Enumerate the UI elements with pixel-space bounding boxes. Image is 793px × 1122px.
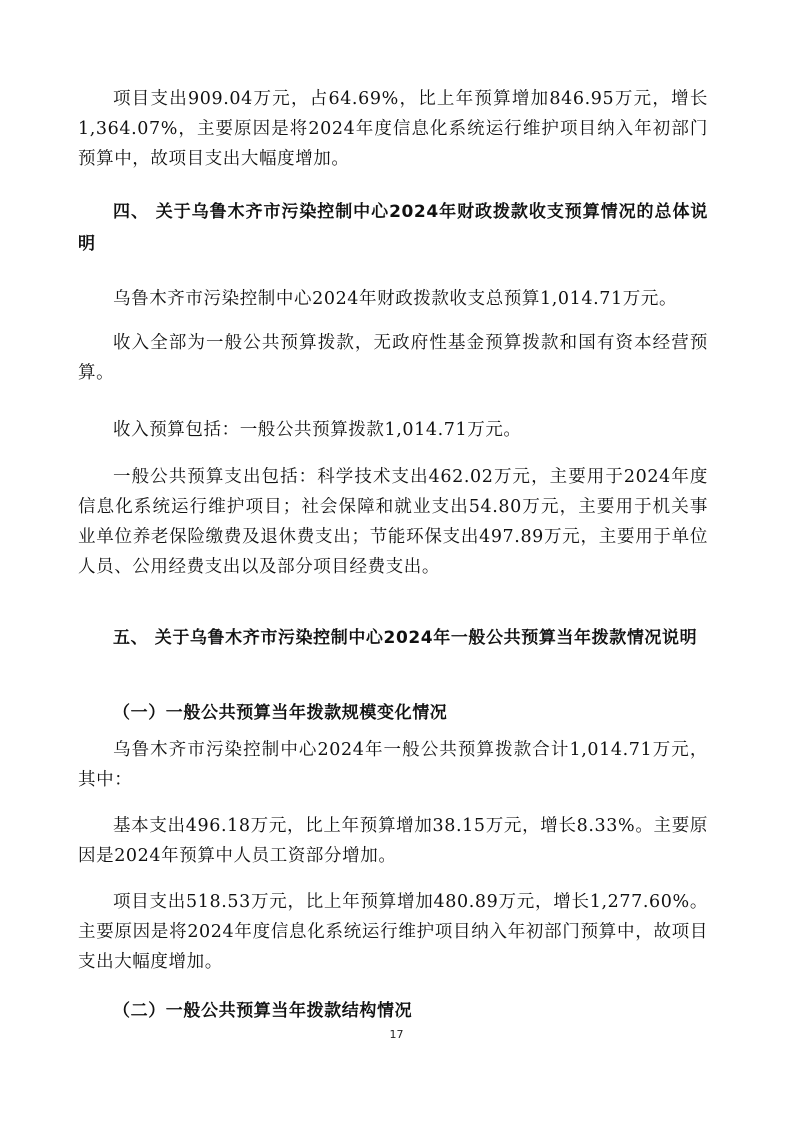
paragraph-expenditure-breakdown: 一般公共预算支出包括：科学技术支出462.02万元，主要用于2024年度信息化系统运行维护项目；社会保障和就业支出54.80万元，主要用于机关事业单位养老保险缴费及退休费支出；节能环保支出497.89万元，主要用于单位人员、公用经费支出以及部分项目经费支出。 <box>78 467 708 577</box>
section-heading-4: 四、 关于乌鲁木齐市污染控制中心2024年财政拨款收支预算情况的总体说明 <box>78 202 708 254</box>
page-number: 17 <box>389 1028 404 1041</box>
paragraph-basic-expenditure: 基本支出496.18万元，比上年预算增加38.15万元，增长8.33%。主要原因是2024年预算中人员工资部分增加。 <box>78 816 708 866</box>
subheading-scale-change: （一）一般公共预算当年拨款规模变化情况 <box>113 703 448 723</box>
paragraph-total-budget: 乌鲁木齐市污染控制中心2024年财政拨款收支总预算1,014.71万元。 <box>113 289 678 309</box>
paragraph-income-budget: 收入预算包括：一般公共预算拨款1,014.71万元。 <box>113 420 522 440</box>
paragraph-income-source: 收入全部为一般公共预算拨款，无政府性基金预算拨款和国有资本经营预算。 <box>78 333 708 383</box>
paragraph-project-expenditure: 项目支出518.53万元，比上年预算增加480.89万元，增长1,277.60%。主要原因是将2024年度信息化系统运行维护项目纳入年初部门预算中，故项目支出大幅度增加。 <box>78 892 708 972</box>
section-heading-5: 五、 关于乌鲁木齐市污染控制中心2024年一般公共预算当年拨款情况说明 <box>113 628 698 648</box>
paragraph-general-budget-total: 乌鲁木齐市污染控制中心2024年一般公共预算拨款合计1,014.71万元，其中： <box>78 740 708 790</box>
paragraph-project-expenditure-summary: 项目支出909.04万元，占64.69%，比上年预算增加846.95万元，增长1,364.07%，主要原因是将2024年度信息化系统运行维护项目纳入年初部门预算中，故项目支出大幅度增加。 <box>78 89 708 169</box>
subheading-structure: （二）一般公共预算当年拨款结构情况 <box>113 1001 413 1021</box>
